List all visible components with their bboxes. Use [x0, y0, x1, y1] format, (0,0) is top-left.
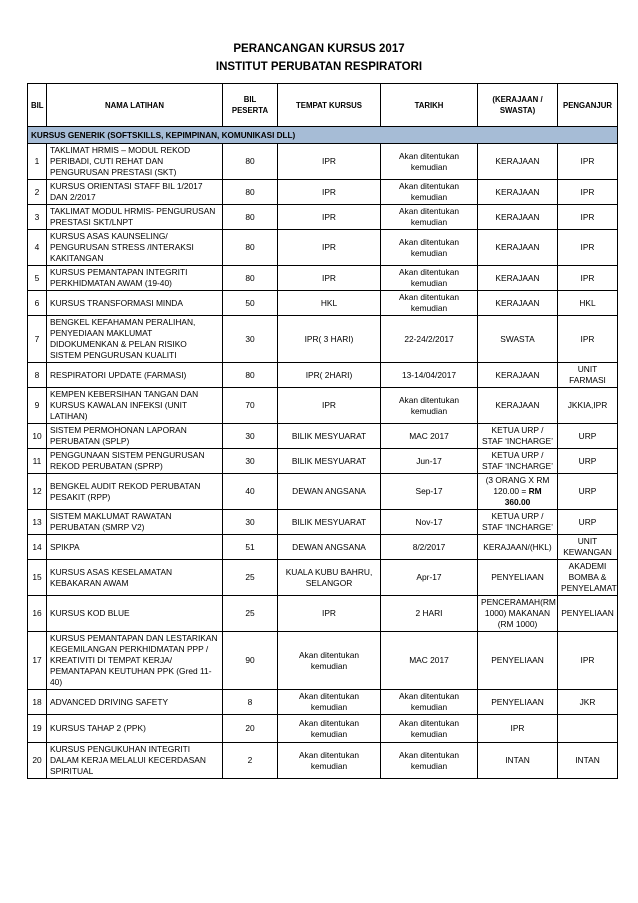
- header-nama-latihan: NAMA LATIHAN: [47, 84, 223, 127]
- cell-bil-peserta: 40: [223, 474, 278, 510]
- cell-nama-latihan: BENGKEL KEFAHAMAN PERALIHAN, PENYEDIAAN MAKLUMAT DIDOKUMENKAN & PELAN RISIKO SISTEM PENGURUSAN KUALITI: [47, 316, 223, 363]
- cell-bil-peserta: 80: [223, 144, 278, 180]
- cell-tempat-kursus: Akan ditentukan kemudian: [278, 715, 381, 743]
- cell-nama-latihan: SPIKPA: [47, 535, 223, 560]
- cell-nama-latihan: RESPIRATORI UPDATE (FARMASI): [47, 363, 223, 388]
- cell-nama-latihan: ADVANCED DRIVING SAFETY: [47, 690, 223, 715]
- cell-bil-peserta: 30: [223, 316, 278, 363]
- cell-penganjur: AKADEMI BOMBA & PENYELAMAT: [558, 560, 618, 596]
- cell-penganjur: [558, 715, 618, 743]
- cell-tarikh: 22-24/2/2017: [381, 316, 478, 363]
- cell-bil-peserta: 80: [223, 363, 278, 388]
- cell-bil: 17: [28, 632, 47, 690]
- cell-penganjur: IPR: [558, 316, 618, 363]
- cell-bil-peserta: 20: [223, 715, 278, 743]
- cell-bil-peserta: 30: [223, 424, 278, 449]
- cell-penganjur: IPR: [558, 632, 618, 690]
- cell-tempat-kursus: Akan ditentukan kemudian: [278, 690, 381, 715]
- cell-bil-peserta: 30: [223, 449, 278, 474]
- cell-tarikh: Nov-17: [381, 510, 478, 535]
- cell-bil: 6: [28, 291, 47, 316]
- cell-bil-peserta: 70: [223, 388, 278, 424]
- cell-bil-peserta: 51: [223, 535, 278, 560]
- cell-kerajaan-swasta: KERAJAAN/(HKL): [478, 535, 558, 560]
- cell-tempat-kursus: IPR: [278, 230, 381, 266]
- table-row: [28, 743, 618, 779]
- cell-nama-latihan: KURSUS PEMANTAPAN INTEGRITI PERKHIDMATAN AWAM (19-40): [47, 266, 223, 291]
- section-row: [28, 127, 618, 144]
- cell-bil: 10: [28, 424, 47, 449]
- cell-nama-latihan: KURSUS PEMANTAPAN DAN LESTARIKAN KEGEMILANGAN PERKHIDMATAN PPP / KREATIVITI DI TEMPAT KERJA/ PEMANTAPAN KEUTUHAN PPK (Gred 11- 40): [47, 632, 223, 690]
- cell-tarikh: 13-14/04/2017: [381, 363, 478, 388]
- cell-bil-peserta: 80: [223, 266, 278, 291]
- cell-bil: 20: [28, 743, 47, 779]
- course-plan-table: [27, 83, 618, 779]
- cell-nama-latihan: KURSUS ASAS KAUNSELING/ PENGURUSAN STRESS /INTERAKSI KAKITANGAN: [47, 230, 223, 266]
- cell-tempat-kursus: IPR: [278, 205, 381, 230]
- cell-tarikh: Jun-17: [381, 449, 478, 474]
- cell-nama-latihan: SISTEM PERMOHONAN LAPORAN PERUBATAN (SPLP): [47, 424, 223, 449]
- cell-kerajaan-swasta: PENYELIAAN: [478, 560, 558, 596]
- cell-penganjur: URP: [558, 474, 618, 510]
- cell-tarikh: Sep-17: [381, 474, 478, 510]
- table-row: [28, 596, 618, 632]
- cell-penganjur: IPR: [558, 230, 618, 266]
- price-text: (3 ORANG X RM 120.00 =: [485, 475, 550, 496]
- cell-kerajaan-swasta: KETUA URP / STAF ‘INCHARGE’: [478, 510, 558, 535]
- table-row: [28, 363, 618, 388]
- cell-kerajaan-swasta: KERAJAAN: [478, 230, 558, 266]
- cell-penganjur: HKL: [558, 291, 618, 316]
- cell-tempat-kursus: IPR: [278, 144, 381, 180]
- table-row: [28, 266, 618, 291]
- cell-tempat-kursus: IPR: [278, 180, 381, 205]
- cell-penganjur: URP: [558, 449, 618, 474]
- cell-kerajaan-swasta: KETUA URP / STAF ‘INCHARGE’: [478, 449, 558, 474]
- cell-tempat-kursus: Akan ditentukan kemudian: [278, 632, 381, 690]
- cell-tempat-kursus: KUALA KUBU BAHRU, SELANGOR: [278, 560, 381, 596]
- cell-penganjur: JKKIA,IPR: [558, 388, 618, 424]
- cell-kerajaan-swasta: [478, 474, 558, 510]
- title-line-2: INSTITUT PERUBATAN RESPIRATORI: [215, 61, 423, 73]
- cell-tarikh: 8/2/2017: [381, 535, 478, 560]
- cell-kerajaan-swasta: KERAJAAN: [478, 363, 558, 388]
- cell-bil: 1: [28, 144, 47, 180]
- header-kerajaan-swasta: (KERAJAAN / SWASTA): [478, 84, 558, 127]
- table-row: [28, 388, 618, 424]
- header-tempat-kursus: TEMPAT KURSUS: [278, 84, 381, 127]
- cell-nama-latihan: KURSUS ASAS KESELAMATAN KEBAKARAN AWAM: [47, 560, 223, 596]
- table-row: [28, 632, 618, 690]
- cell-bil: 7: [28, 316, 47, 363]
- cell-tempat-kursus: BILIK MESYUARAT: [278, 424, 381, 449]
- cell-bil: 2: [28, 180, 47, 205]
- cell-tempat-kursus: IPR( 2HARI): [278, 363, 381, 388]
- cell-tarikh: Akan ditentukan kemudian: [381, 180, 478, 205]
- table-row: [28, 180, 618, 205]
- cell-nama-latihan: KEMPEN KEBERSIHAN TANGAN DAN KURSUS KAWALAN INFEKSI (UNIT LATIHAN): [47, 388, 223, 424]
- cell-kerajaan-swasta: PENCERAMAH(RM 1000) MAKANAN (RM 1000): [478, 596, 558, 632]
- cell-bil: 5: [28, 266, 47, 291]
- cell-penganjur: IPR: [558, 180, 618, 205]
- cell-bil: 18: [28, 690, 47, 715]
- table-row: [28, 144, 618, 180]
- cell-tempat-kursus: DEWAN ANGSANA: [278, 535, 381, 560]
- table-row: [28, 205, 618, 230]
- table-row: [28, 715, 618, 743]
- cell-penganjur: IPR: [558, 144, 618, 180]
- cell-bil: 8: [28, 363, 47, 388]
- table-row: [28, 291, 618, 316]
- cell-kerajaan-swasta: IPR: [478, 715, 558, 743]
- cell-tarikh: Akan ditentukan kemudian: [381, 266, 478, 291]
- cell-penganjur: UNIT KEWANGAN: [558, 535, 618, 560]
- cell-nama-latihan: PENGGUNAAN SISTEM PENGURUSAN REKOD PERUBATAN (SPRP): [47, 449, 223, 474]
- cell-bil: 9: [28, 388, 47, 424]
- cell-bil: 11: [28, 449, 47, 474]
- document-title: [0, 40, 638, 76]
- cell-tarikh: Akan ditentukan kemudian: [381, 715, 478, 743]
- cell-bil-peserta: 25: [223, 596, 278, 632]
- cell-bil: 4: [28, 230, 47, 266]
- cell-nama-latihan: TAKLIMAT HRMIS – MODUL REKOD PERIBADI, CUTI REHAT DAN PENGURUSAN PRESTASI (SKT): [47, 144, 223, 180]
- cell-tempat-kursus: Akan ditentukan kemudian: [278, 743, 381, 779]
- table-row: [28, 230, 618, 266]
- cell-bil: 15: [28, 560, 47, 596]
- table-row: [28, 424, 618, 449]
- cell-bil-peserta: 80: [223, 230, 278, 266]
- cell-penganjur: URP: [558, 510, 618, 535]
- cell-tarikh: Akan ditentukan kemudian: [381, 205, 478, 230]
- cell-kerajaan-swasta: KERAJAAN: [478, 205, 558, 230]
- cell-tarikh: Akan ditentukan kemudian: [381, 291, 478, 316]
- cell-tempat-kursus: IPR( 3 HARI): [278, 316, 381, 363]
- cell-kerajaan-swasta: PENYELIAAN: [478, 632, 558, 690]
- cell-tarikh: Akan ditentukan kemudian: [381, 230, 478, 266]
- cell-tarikh: Akan ditentukan kemudian: [381, 144, 478, 180]
- cell-bil-peserta: 50: [223, 291, 278, 316]
- cell-tarikh: Akan ditentukan kemudian: [381, 743, 478, 779]
- cell-bil: 3: [28, 205, 47, 230]
- cell-bil: 16: [28, 596, 47, 632]
- cell-tempat-kursus: IPR: [278, 266, 381, 291]
- cell-nama-latihan: KURSUS TAHAP 2 (PPK): [47, 715, 223, 743]
- cell-kerajaan-swasta: KETUA URP / STAF ‘INCHARGE’: [478, 424, 558, 449]
- cell-nama-latihan: KURSUS ORIENTASI STAFF BIL 1/2017 DAN 2/2017: [47, 180, 223, 205]
- table-header-row: [28, 84, 618, 127]
- table-row: [28, 560, 618, 596]
- header-bil: BIL: [28, 84, 47, 127]
- cell-penganjur: IPR: [558, 205, 618, 230]
- cell-tempat-kursus: BILIK MESYUARAT: [278, 449, 381, 474]
- cell-kerajaan-swasta: SWASTA: [478, 316, 558, 363]
- cell-nama-latihan: BENGKEL AUDIT REKOD PERUBATAN PESAKIT (RPP): [47, 474, 223, 510]
- price-total: RM 360.00: [504, 486, 542, 507]
- cell-bil: 14: [28, 535, 47, 560]
- cell-bil-peserta: 30: [223, 510, 278, 535]
- cell-penganjur: JKR: [558, 690, 618, 715]
- cell-penganjur: INTAN: [558, 743, 618, 779]
- cell-bil: 12: [28, 474, 47, 510]
- cell-tarikh: Akan ditentukan kemudian: [381, 388, 478, 424]
- cell-nama-latihan: KURSUS TRANSFORMASI MINDA: [47, 291, 223, 316]
- table-row: [28, 690, 618, 715]
- cell-bil-peserta: 90: [223, 632, 278, 690]
- table-row: [28, 510, 618, 535]
- cell-tarikh: MAC 2017: [381, 424, 478, 449]
- cell-tarikh: MAC 2017: [381, 632, 478, 690]
- cell-kerajaan-swasta: PENYELIAAN: [478, 690, 558, 715]
- cell-tarikh: 2 HARI: [381, 596, 478, 632]
- cell-tarikh: Akan ditentukan kemudian: [381, 690, 478, 715]
- table-row: [28, 316, 618, 363]
- cell-tempat-kursus: HKL: [278, 291, 381, 316]
- cell-kerajaan-swasta: KERAJAAN: [478, 180, 558, 205]
- header-penganjur: PENGANJUR: [558, 84, 618, 127]
- cell-penganjur: PENYELIAAN: [558, 596, 618, 632]
- cell-tempat-kursus: BILIK MESYUARAT: [278, 510, 381, 535]
- table-row: [28, 449, 618, 474]
- title-line-1: PERANCANGAN KURSUS 2017: [233, 43, 405, 55]
- cell-kerajaan-swasta: KERAJAAN: [478, 291, 558, 316]
- cell-kerajaan-swasta: KERAJAAN: [478, 388, 558, 424]
- cell-kerajaan-swasta: INTAN: [478, 743, 558, 779]
- cell-bil-peserta: 8: [223, 690, 278, 715]
- cell-nama-latihan: SISTEM MAKLUMAT RAWATAN PERUBATAN (SMRP V2): [47, 510, 223, 535]
- cell-penganjur: URP: [558, 424, 618, 449]
- cell-bil-peserta: 25: [223, 560, 278, 596]
- cell-nama-latihan: TAKLIMAT MODUL HRMIS- PENGURUSAN PRESTASI SKT/LNPT: [47, 205, 223, 230]
- cell-kerajaan-swasta: KERAJAAN: [478, 266, 558, 291]
- cell-bil-peserta: 2: [223, 743, 278, 779]
- cell-tempat-kursus: IPR: [278, 596, 381, 632]
- table-row: [28, 535, 618, 560]
- cell-bil-peserta: 80: [223, 205, 278, 230]
- cell-tempat-kursus: DEWAN ANGSANA: [278, 474, 381, 510]
- cell-kerajaan-swasta: KERAJAAN: [478, 144, 558, 180]
- header-bil-peserta: BIL PESERTA: [223, 84, 278, 127]
- cell-bil: 13: [28, 510, 47, 535]
- cell-bil-peserta: 80: [223, 180, 278, 205]
- cell-penganjur: UNIT FARMASI: [558, 363, 618, 388]
- cell-nama-latihan: KURSUS PENGUKUHAN INTEGRITI DALAM KERJA MELALUI KECERDASAN SPIRITUAL: [47, 743, 223, 779]
- cell-nama-latihan: KURSUS KOD BLUE: [47, 596, 223, 632]
- cell-penganjur: IPR: [558, 266, 618, 291]
- cell-bil: 19: [28, 715, 47, 743]
- cell-tempat-kursus: IPR: [278, 388, 381, 424]
- cell-tarikh: Apr-17: [381, 560, 478, 596]
- header-tarikh: TARIKH: [381, 84, 478, 127]
- table-row: [28, 474, 618, 510]
- section-label: KURSUS GENERIK (SOFTSKILLS, KEPIMPINAN, KOMUNIKASI DLL): [28, 127, 618, 144]
